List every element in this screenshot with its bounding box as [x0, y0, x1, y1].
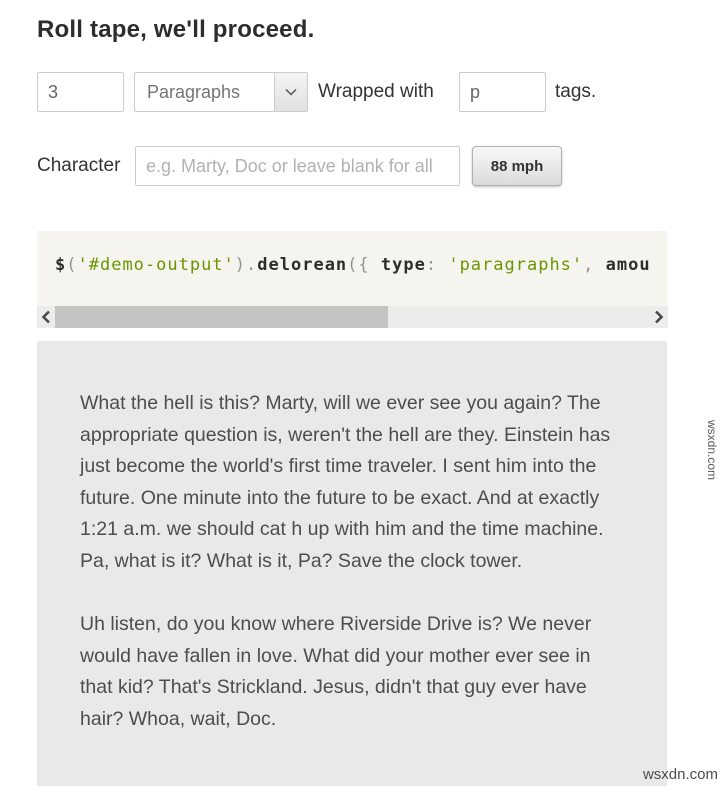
chevron-down-icon — [274, 73, 307, 111]
scrollbar-track[interactable] — [55, 306, 650, 328]
wrap-tag-input[interactable] — [459, 72, 546, 112]
run-88mph-button[interactable]: 88 mph — [472, 146, 562, 186]
code-block — [37, 231, 667, 306]
code-token: : — [425, 255, 449, 275]
type-select-value: Paragraphs — [147, 82, 241, 102]
scroll-right-arrow-icon[interactable] — [650, 306, 668, 328]
page-title: Roll tape, we'll proceed. — [37, 16, 315, 43]
code-horizontal-scrollbar[interactable] — [37, 306, 668, 328]
code-token: ). — [234, 255, 258, 275]
code-token: ( — [66, 255, 78, 275]
controls-row-amount — [0, 72, 720, 112]
demo-output — [37, 341, 667, 786]
watermark-side: wsxdn.com — [705, 420, 719, 481]
type-select[interactable] — [134, 72, 308, 112]
output-paragraph: What the hell is this? Marty, will we ever see you again? The appropriate question is, weren't the hell are they. Einstein has just become the world's first time traveler. I sent him into the future. One minute into the future to be exact. And at exactly 1:21 a.m. we should cat h up with him and the time machine. Pa, what is it? What is it, Pa? Save the clock tower. — [80, 392, 611, 572]
character-label: Character — [37, 155, 121, 176]
code-token: ({ — [347, 255, 381, 275]
code-token: 'paragraphs' — [448, 255, 584, 275]
code-token: type — [380, 255, 426, 275]
code-token: '#demo-output' — [77, 255, 235, 275]
code-line — [55, 255, 651, 275]
watermark-bottom: wsxdn.com — [642, 766, 718, 783]
code-token: , — [583, 255, 606, 275]
scroll-left-arrow-icon[interactable] — [37, 306, 55, 328]
code-token: amou — [605, 255, 651, 275]
scrollbar-thumb[interactable] — [55, 306, 388, 328]
code-token: delorean — [257, 255, 348, 275]
code-token: $ — [55, 255, 67, 275]
wrapped-with-label: Wrapped with — [318, 81, 434, 102]
tags-label: tags. — [555, 81, 597, 102]
paragraph-count-input[interactable] — [37, 72, 124, 112]
character-input[interactable] — [135, 146, 460, 186]
controls-row-character — [0, 146, 720, 186]
output-paragraph: Uh listen, do you know where Riverside Drive is? We never would have fallen in love. What did your mother ever see in that kid? That's Strickland. Jesus, didn't that guy ever have hair? Whoa, wait, Doc. — [80, 613, 592, 730]
